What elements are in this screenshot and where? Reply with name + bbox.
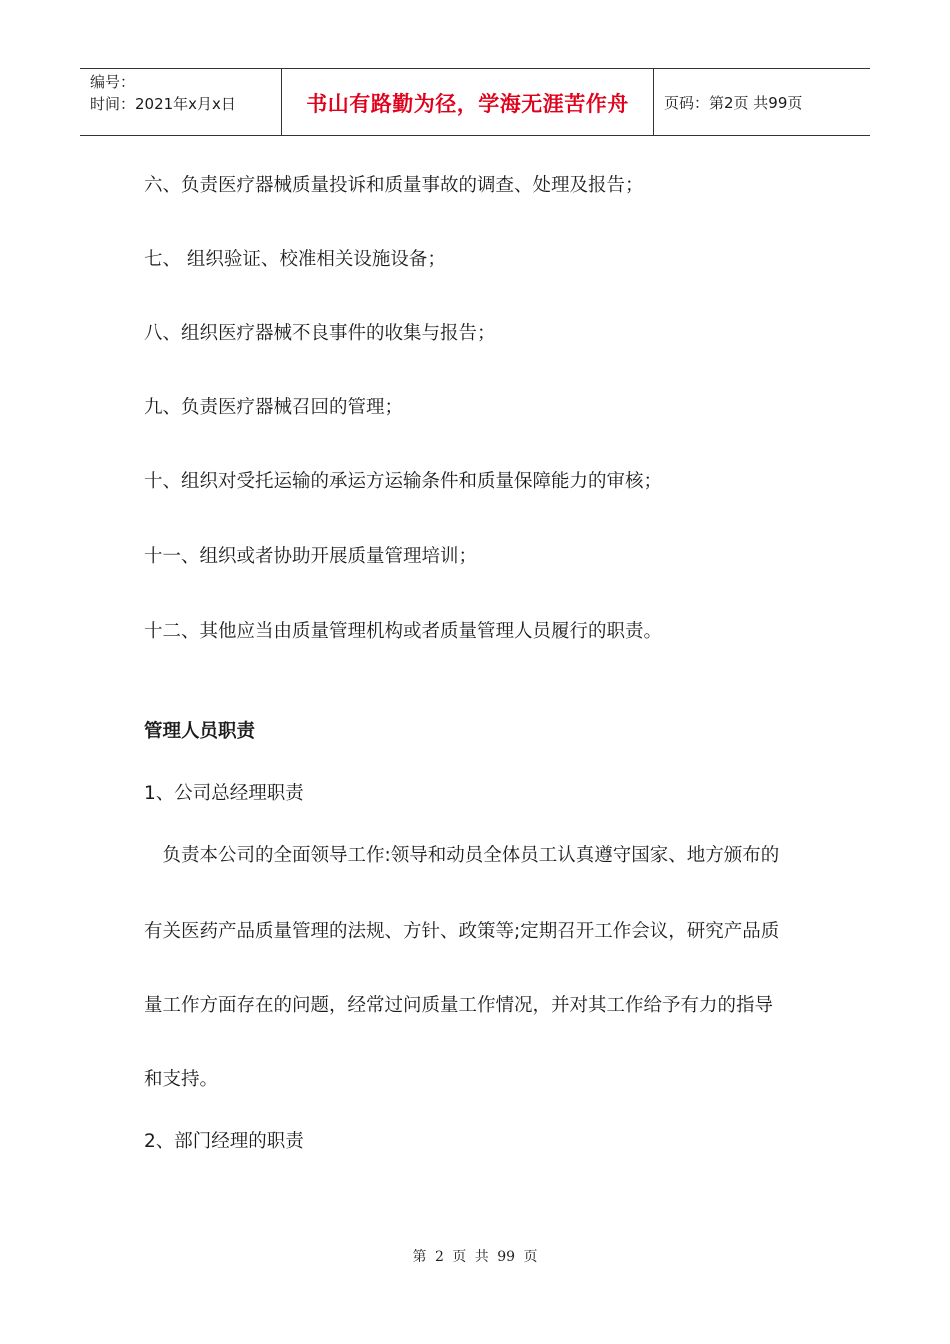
- header-motto-cell: [281, 69, 654, 135]
- header-meta: [80, 69, 281, 135]
- duty-item: 七、 组织验证、校准相关设施设备；: [144, 249, 446, 270]
- document-number-label: 编号：: [90, 73, 136, 91]
- page-header: [80, 68, 870, 136]
- duty-item: 六、负责医疗器械质量投诉和质量事故的调查、处理及报告；: [144, 175, 644, 196]
- duty-item: 十、组织对受托运输的承运方运输条件和质量保障能力的审核；: [144, 471, 663, 492]
- header-motto: 书山有路勤为径，学海无涯苦作舟: [306, 91, 629, 116]
- paragraph-line: 负责本公司的全面领导工作:领导和动员全体员工认真遵守国家、地方颁布的: [144, 845, 780, 866]
- duty-item: 八、组织医疗器械不良事件的收集与报告；: [144, 323, 496, 344]
- paragraph-line: 量工作方面存在的问题，经常过问质量工作情况，并对其工作给予有力的指导: [144, 995, 774, 1016]
- paragraph-line: 有关医药产品质量管理的法规、方针、政策等;定期召开工作会议，研究产品质: [144, 921, 780, 942]
- header-page-info: 页码：第2页 共99页: [664, 93, 803, 112]
- page-footer: 第 2 页 共 99 页: [412, 1249, 538, 1265]
- subsection-heading: 1、公司总经理职责: [144, 783, 304, 804]
- duty-item: 十一、组织或者协助开展质量管理培训；: [144, 546, 478, 567]
- subsection-heading: 2、部门经理的职责: [144, 1131, 304, 1152]
- paragraph-line: 和支持。: [144, 1069, 219, 1090]
- duty-item: 十二、其他应当由质量管理机构或者质量管理人员履行的职责。: [144, 621, 663, 642]
- section-title: 管理人员职责: [144, 721, 256, 742]
- duty-item: 九、负责医疗器械召回的管理；: [144, 397, 404, 418]
- document-date: 时间：2021年x月x日: [90, 95, 236, 113]
